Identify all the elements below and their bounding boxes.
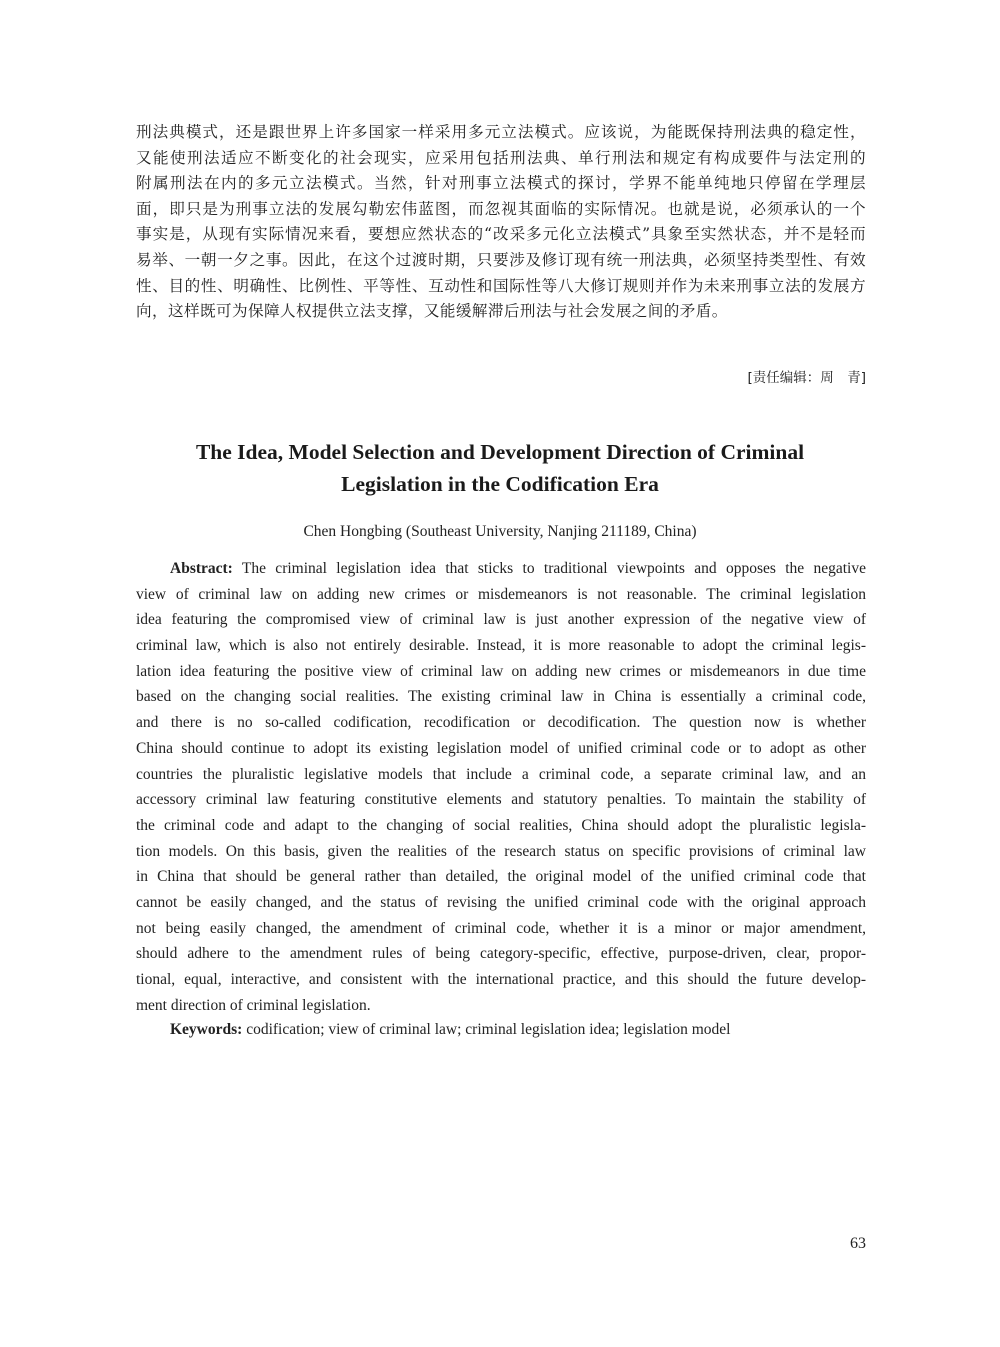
abstract: [136, 556, 866, 1018]
body-line: 附属刑法在内的多元立法模式。当然，针对刑事立法模式的探讨，学界不能单纯地只停留在学理层: [136, 174, 866, 193]
author-affiliation: Chen Hongbing (Southeast University, Nanjing 211189, China): [303, 523, 697, 540]
abstract-line: not being easily changed, the amendment of criminal code, whether it is a minor or major amendment,: [136, 919, 866, 937]
abstract-line: tional, equal, interactive, and consistent with the international practice, and this should the future develop-: [136, 971, 866, 988]
keywords: [170, 1017, 730, 1042]
abstract-line: China should continue to adopt its existing legislation model of unified criminal code or to adopt as other: [136, 739, 866, 757]
keywords-label: Keywords:: [170, 1021, 243, 1038]
responsible-editor-note: [责任编辑：周 青]: [747, 370, 866, 386]
abstract-line: cannot be easily changed, and the status of revising the unified criminal code with the original approach: [136, 893, 866, 911]
chinese-body-paragraph: [136, 120, 866, 325]
body-line: 刑法典模式，还是跟世界上许多国家一样采用多元立法模式。应该说，为能既保持刑法典的稳定性，: [136, 123, 866, 141]
abstract-line: the criminal code and adapt to the changing of social realities, China should adopt the pluralistic legisla-: [136, 816, 866, 834]
article-title: [130, 436, 870, 500]
abstract-line: based on the changing social realities. The existing criminal law in China is essentially a criminal code,: [136, 688, 866, 706]
abstract-line: criminal law, which is also not entirely desirable. Instead, it is more reasonable to adopt the criminal legis-: [136, 637, 866, 655]
abstract-line: and there is no so-called codification, recodification or decodification. The question now is whether: [136, 714, 866, 732]
abstract-line: view of criminal law on adding new crimes or misdemeanors is not reasonable. The criminal legislation: [136, 585, 866, 603]
body-line: 易举、一朝一夕之事。因此，在这个过渡时期，只要涉及修订现有统一刑法典，必须坚持类型性、有效: [136, 250, 866, 269]
article-title-line: The Idea, Model Selection and Development Direction of Criminal: [195, 440, 805, 464]
abstract-line: Abstract: The criminal legislation idea that sticks to traditional viewpoints and opposes the negative: [170, 560, 866, 577]
abstract-label: Abstract:: [170, 560, 233, 577]
page-number: 63: [850, 1235, 866, 1252]
abstract-line: lation idea featuring the positive view of criminal law on adding new crimes or misdemeanors in due time: [136, 662, 866, 680]
abstract-line: tion models. On this basis, given the realities of the research status on specific provisions of criminal law: [136, 842, 866, 860]
body-line: 事实是，从现有实际情况来看，要想应然状态的“改采多元化立法模式”具象至实然状态，并不是轻而: [136, 225, 866, 244]
abstract-line: in China that should be general rather than detailed, the original model of the unified criminal code that: [136, 868, 866, 886]
abstract-line: ment direction of criminal legislation.: [136, 996, 371, 1014]
body-line: 性、目的性、明确性、比例性、平等性、互动性和国际性等八大修订规则并作为未来刑事立法的发展方: [136, 276, 866, 295]
article-title-line: Legislation in the Codification Era: [341, 472, 659, 496]
abstract-line: accessory criminal law featuring constitutive elements and statutory penalties. To maintain the stability of: [136, 791, 866, 809]
body-line: 向，这样既可为保障人权提供立法支撑，又能缓解滞后刑法与社会发展之间的矛盾。: [136, 302, 728, 321]
body-line: 面，即只是为刑事立法的发展勾勒宏伟蓝图，而忽视其面临的实际情况。也就是说，必须承认的一个: [136, 199, 866, 218]
keywords-list: codification; view of criminal law; criminal legislation idea; legislation model: [242, 1021, 731, 1038]
abstract-line: countries the pluralistic legislative models that include a criminal code, a separate criminal law, and an: [136, 765, 866, 783]
abstract-line: idea featuring the compromised view of criminal law is just another expression of the negative view of: [136, 611, 866, 629]
body-line: 又能使刑法适应不断变化的社会现实，应采用包括刑法典、单行刑法和规定有构成要件与法定刑的: [136, 148, 866, 167]
abstract-line: should adhere to the amendment rules of being category-specific, effective, purpose-driven, clear, propor-: [136, 945, 866, 963]
